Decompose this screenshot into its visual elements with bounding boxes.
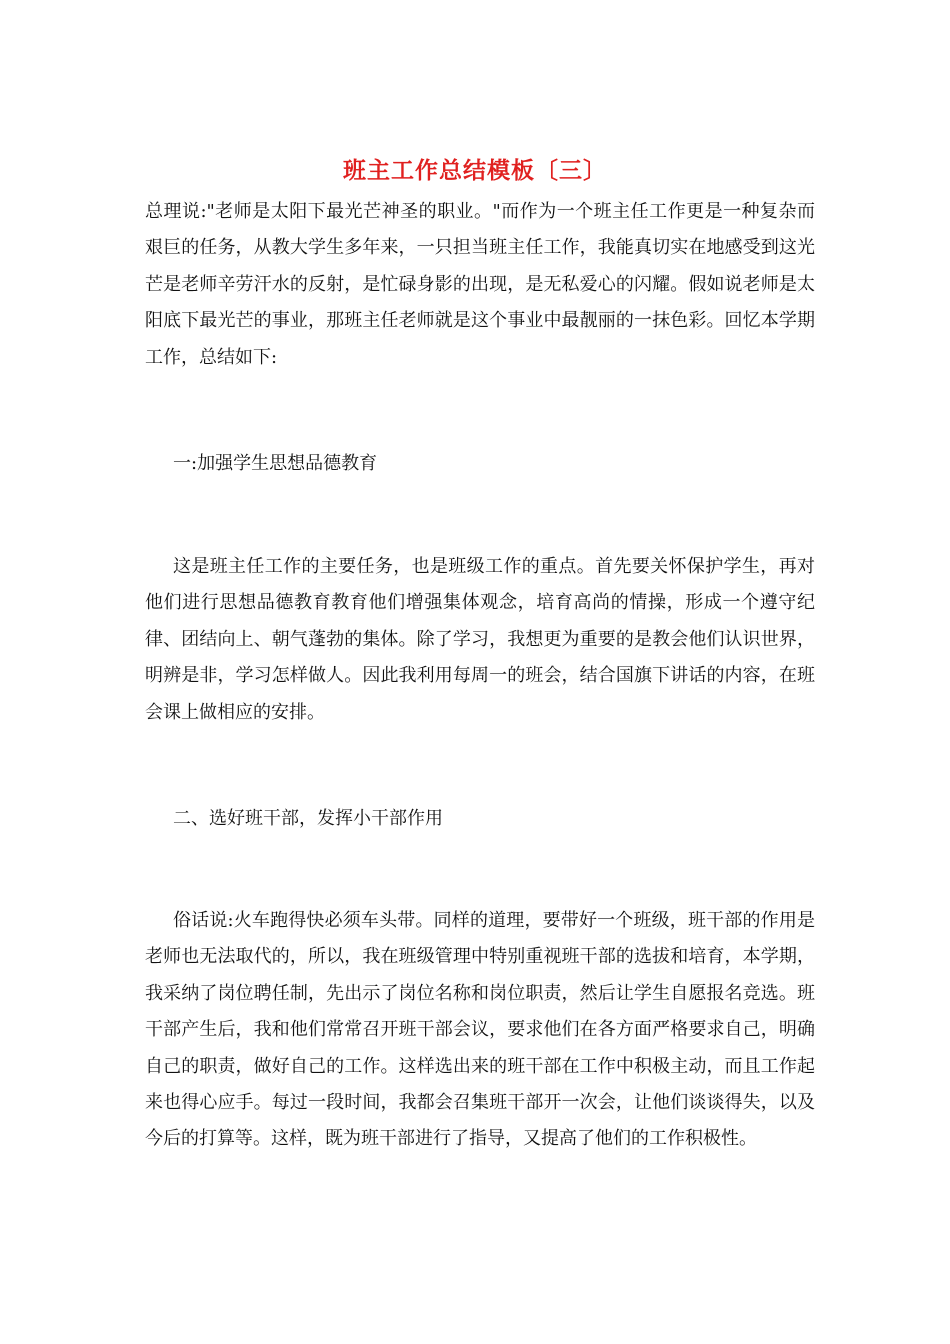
section-heading-1: 一:加强学生思想品德教育 — [173, 453, 378, 474]
intro-paragraph: 总理说:"老师是太阳下最光芒神圣的职业。"而作为一个班主任工作更是一种复杂而艰巨的任务，从教大学生多年来，一只担当班主任工作，我能真切实在地感受到这光芒是老师辛劳汗水的反射，是忙碌身影的出现，是无私爱心的闪耀。假如说老师是太阳底下最光芒的事业，那班主任老师就是这个事业中最靓丽的一抹色彩。回忆本学期工作，总结如下: — [145, 201, 815, 368]
section-body-2: 俗话说:火车跑得快必须车头带。同样的道理，要带好一个班级，班干部的作用是老师也无法取代的，所以，我在班级管理中特别重视班干部的选拔和培育，本学期，我采纳了岗位聘任制，先出示了岗位名称和岗位职责，然后让学生自愿报名竞选。班干部产生后，我和他们常常召开班干部会议，要求他们在各方面严格要求自己，明确自己的职责，做好自己的工作。这样选出来的班干部在工作中积极主动，而且工作起来也得心应手。每过一段时间，我都会召集班干部开一次会，让他们谈谈得失，以及今后的打算等。这样，既为班干部进行了指导，又提高了他们的工作积极性。 — [145, 910, 815, 1150]
section-body-1: 这是班主任工作的主要任务，也是班级工作的重点。首先要关怀保护学生，再对他们进行思想品德教育教育他们增强集体观念，培育高尚的情操，形成一个遵守纪律、团结向上、朝气蓬勃的集体。除了学习，我想更为重要的是教会他们认识世界，明辨是非，学习怎样做人。因此我利用每周一的班会，结合国旗下讲话的内容，在班会课上做相应的安排。 — [145, 556, 815, 723]
document-title: 班主工作总结模板〔三〕 — [343, 157, 607, 184]
section-heading-2: 二、选好班干部，发挥小干部作用 — [173, 808, 443, 829]
